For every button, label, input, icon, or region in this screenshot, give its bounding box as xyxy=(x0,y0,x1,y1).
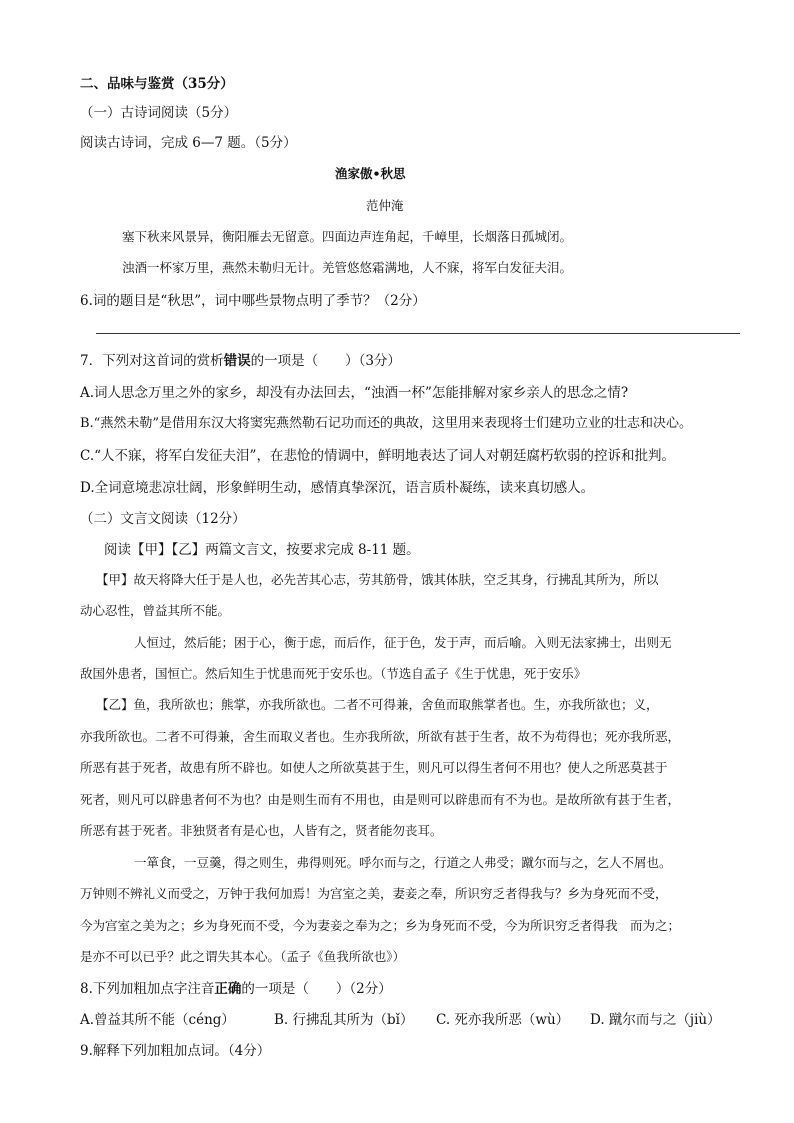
classical-heading: （二）文言文阅读（12分） xyxy=(80,511,246,527)
question-9: 9.解释下列加粗加点词。（4分） xyxy=(80,1043,271,1059)
q8-option-a: A.曾益其所不能（céng） xyxy=(80,1012,235,1028)
yi-line-9: 是亦不可以已乎？此之谓失其本心。（孟子《鱼我所欲也》） xyxy=(80,949,406,964)
question-7 xyxy=(80,349,401,369)
yi-line-2: 亦我所欲也。二者不可得兼，舍生而取义者也。生亦我所欲，所欲有甚于生者，故不为苟得也；死亦我所恶， xyxy=(80,729,681,744)
q7-option-d: D.全词意境悲凉壮阔，形象鲜明生动，感情真挚深沉，语言质朴凝练，读来真切感人。 xyxy=(80,480,595,496)
q8-option-c: C. 死亦我所恶（wù） xyxy=(436,1012,570,1028)
poem-title: 渔家傲•秋思 xyxy=(335,166,406,181)
yi-line-6: 一箪食，一豆羹，得之则生，弗得则死。呼尔而与之，行道之人弗受；蹴尔而与之，乞人不屑也。 xyxy=(134,855,672,870)
yi-line-7: 万钟则不辨礼义而受之，万钟于我何加焉！为宫室之美，妻妾之奉，所识穷乏者得我与？乡为身死而不受， xyxy=(80,886,668,901)
q7-emphasis: 错误 xyxy=(223,353,251,369)
q8-text-b: 的一项是（ ）（2分） xyxy=(241,981,392,997)
question-8 xyxy=(80,977,392,997)
q7-option-a: A.词人思念万里之外的家乡，却没有办法回去，“浊酒一杯”怎能排解对家乡亲人的思念之情? xyxy=(80,385,629,401)
section2-heading: 二、品味与鉴赏（35分） xyxy=(80,76,234,92)
q8-emphasis: 正确 xyxy=(214,981,242,997)
answer-line xyxy=(96,333,740,334)
classical-intro: 阅读【甲】【乙】两篇文言文，按要求完成 8-11 题。 xyxy=(104,542,420,558)
jia-line-4: 敌国外患者，国恒亡。然后知生于忧患而死于安乐也。（节选自孟子《生于忧患，死于安乐》 xyxy=(80,666,587,681)
poem-line-2: 浊酒一杯家万里，燕然未勒归无计。羌管悠悠霜满地，人不寐，将军白发征夫泪。 xyxy=(122,260,573,275)
yi-line-5: 所恶有甚于死者。非独贤者有是心也，人皆有之，贤者能勿丧耳。 xyxy=(80,823,443,838)
jia-line-3: 人恒过，然后能；困于心，衡于虑，而后作，征于色，发于声，而后喻。入则无法家拂士，出则无 xyxy=(134,635,672,650)
q7-option-c: C.“人不寐，将军白发征夫泪”，在悲怆的情调中，鲜明地表达了词人对朝廷腐朽软弱的控诉和批判。 xyxy=(80,448,675,464)
poetry-heading: （一）古诗词阅读（5分） xyxy=(80,105,238,121)
q8-text-a: 8.下列加粗加点字注音 xyxy=(80,981,215,997)
poetry-intro: 阅读古诗词，完成 6—7 题。（5分） xyxy=(80,135,297,151)
yi-line-1: 【乙】鱼，我所欲也；熊掌，亦我所欲也。二者不可得兼，舍鱼而取熊掌者也。生，亦我所欲也；义， xyxy=(96,697,659,712)
q7-option-b: B.“燕然未勒”是借用东汉大将窦宪燕然勒石记功而还的典故，这里用来表现将士们建功立业的壮志和决心。 xyxy=(80,416,692,431)
yi-line-3: 所恶有甚于死者，故患有所不辟也。如使人之所欲莫甚于生，则凡可以得生者何不用也？使人之所恶莫甚于 xyxy=(80,760,668,775)
q7-text-a: 7．下列对这首词的赏析 xyxy=(80,353,224,369)
q7-text-b: 的一项是（ ）（3分） xyxy=(250,353,401,369)
q8-option-b: B. 行拂乱其所为（bǐ） xyxy=(274,1012,414,1028)
jia-line-1: 【甲】故天将降大任于是人也，必先苦其心志，劳其筋骨，饿其体肤，空乏其身，行拂乱其所为，所以 xyxy=(96,572,659,587)
poem-line-1: 塞下秋来风景异，衡阳雁去无留意。四面边声连角起，千嶂里，长烟落日孤城闭。 xyxy=(122,229,573,244)
jia-line-2: 动心忍性，曾益其所不能。 xyxy=(80,603,231,618)
question-6: 6.词的题目是“秋思”，词中哪些景物点明了季节？（2分） xyxy=(80,293,426,309)
poem-author: 范仲淹 xyxy=(366,198,404,213)
q8-option-d: D. 蹴尔而与之（jiù） xyxy=(590,1012,721,1028)
yi-line-4: 死者，则凡可以辟患者何不为也？由是则生而有不用也，由是则可以辟患而有不为也。是故所欲有甚于生者， xyxy=(80,792,681,807)
yi-line-8: 今为宫室之美为之；乡为身死而不受，今为妻妾之奉为之；乡为身死而不受，今为所识穷乏者得我 而为之； xyxy=(80,918,681,933)
